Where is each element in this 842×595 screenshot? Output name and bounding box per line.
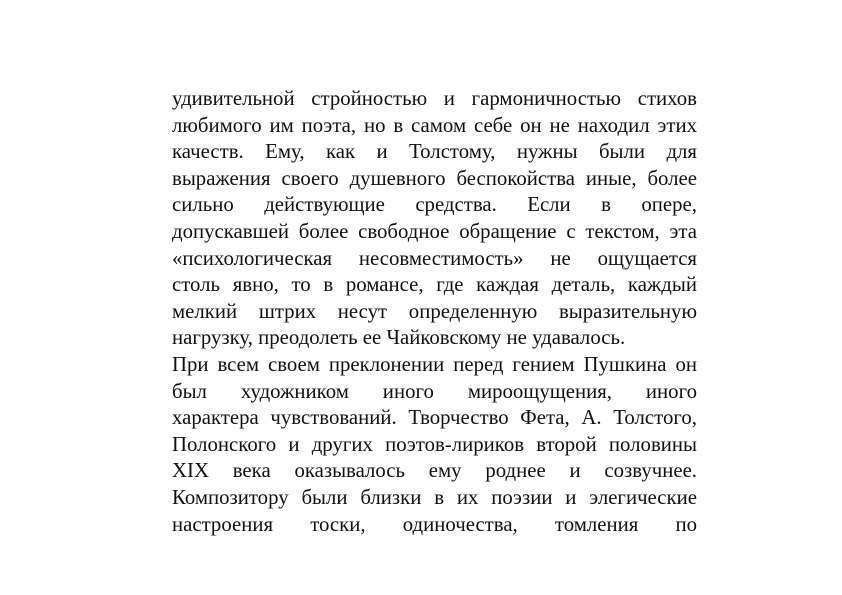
- text-line: столь явно, то в романсе, где каждая деталь, каждый: [172, 273, 697, 297]
- text-line: любимого им поэта, но в самом себе он не находил этих: [172, 113, 697, 137]
- paragraph-1: [172, 86, 697, 352]
- text-line: характера чувствований. Творчество Фета, А. Толстого,: [172, 406, 697, 430]
- text-line: качеств. Ему, как и Толстому, нужны были для: [172, 140, 697, 164]
- text-line: нагрузку, преодолеть ее Чайковскому не удавалось.: [172, 326, 626, 350]
- text-line: мелкий штрих несут определенную выразительную: [172, 299, 697, 323]
- text-line: настроения тоски, одиночества, томления по: [172, 512, 697, 536]
- text-line: удивительной стройностью и гармоничностью стихов: [172, 87, 697, 110]
- text-line: «психологическая несовместимость» не ощущается: [172, 246, 697, 270]
- text-line: XIX века оказывалось ему роднее и созвучнее.: [172, 459, 697, 483]
- text-line: допускавшей более свободное обращение с текстом, эта: [172, 219, 697, 243]
- text-line: был художником иного мироощущения, иного: [172, 379, 697, 403]
- text-line: выражения своего душевного беспокойства иные, более: [172, 166, 697, 190]
- text-line: Композитору были близки в их поэзии и элегические: [172, 485, 697, 509]
- text-line: При всем своем преклонении перед гением Пушкина он: [172, 352, 697, 376]
- text-line: сильно действующие средства. Если в опере,: [172, 193, 697, 217]
- text-block: [172, 86, 697, 538]
- paragraph-2: [172, 352, 697, 538]
- text-line: Полонского и других поэтов-лириков второй половины: [172, 432, 697, 456]
